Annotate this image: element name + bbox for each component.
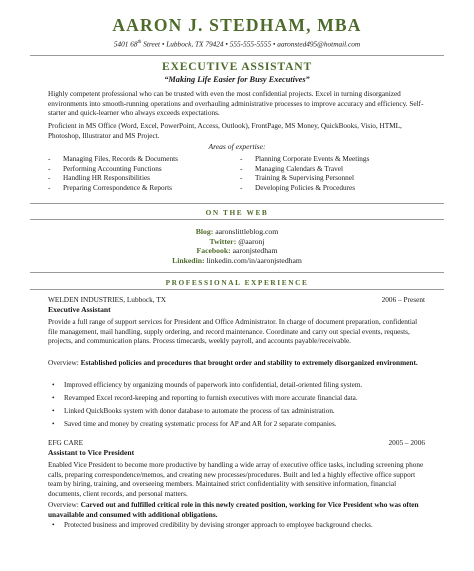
contact-address-start: 5401 68 — [113, 39, 138, 49]
job-achievements — [50, 521, 428, 534]
achievement-item: • Protected business and improved credibility by devising stronger approach to employee background checks. — [50, 521, 428, 531]
web-link-blog — [0, 227, 474, 237]
achievement-item: • Revamped Excel record-keeping and reporting to furnish executives with more accurate financial data. — [50, 394, 428, 404]
job-dates: 2006 – Present — [381, 295, 425, 304]
web-links — [0, 227, 474, 265]
web-link-linkedin — [0, 256, 474, 266]
areas-of-expertise-label: Areas of expertise: — [208, 142, 266, 151]
job-description: Enabled Vice President to become more productive by handling a wide array of executive office tasks, including screening phone calls, preparing correspondence/memos, and creating new processes/procedures. Built and led a highly effective office support team by hiring, training, and overseeing members. Maintained strict confidentiality with sensitive information, financial documents, client records, and personal matters. — [48, 461, 424, 499]
web-link-facebook — [0, 246, 474, 256]
skill-item: - Performing Accounting Functions — [48, 165, 178, 175]
achievement-item: • Linked QuickBooks system with donor database to automate the process of tax administration. — [50, 407, 428, 417]
skill-item: - Managing Files, Records & Documents — [48, 155, 178, 165]
experience-section-rule-top — [30, 272, 444, 273]
overview-label: Overview: — [48, 500, 79, 509]
web-link-twitter — [0, 237, 474, 247]
job-company: EFG CARE — [48, 438, 84, 447]
skill-item: - Preparing Correspondence & Reports — [48, 184, 178, 194]
job-title: Assistant to Vice President — [48, 448, 135, 457]
skills-list-right — [240, 155, 369, 193]
job-overview — [48, 358, 428, 368]
header-divider — [30, 55, 444, 56]
achievement-item: • Saved time and money by creating systematic process for AP and AR for 2 separate companies. — [50, 420, 428, 430]
job-achievements — [50, 381, 428, 433]
tagline: “Making Life Easier for Busy Executives” — [164, 75, 310, 84]
job-overview — [48, 500, 428, 519]
candidate-name: AARON J. STEDHAM, MBA — [112, 15, 362, 35]
web-link-label: Facebook: — [196, 246, 231, 256]
job-title: Executive Assistant — [48, 305, 111, 314]
proficiencies-paragraph: Proficient in MS Office (Word, Excel, PowerPoint, Access, Outlook), FrontPage, MS Money, QuickBooks, Visio, HTML, Photoshop, Illustrator and MS Project. — [48, 122, 402, 140]
contact-details: Street • Lubbock, TX 79424 • 555-555-5555 • aaronsted495@hotmail.com — [141, 39, 361, 49]
overview-text: Established policies and procedures that brought order and stability to extremely disorganized environment. — [80, 358, 418, 367]
job-company: WELDEN INDUSTRIES, Lubbock, TX — [48, 295, 167, 304]
web-link-value: @aaronj — [238, 236, 265, 246]
web-link-label: Twitter: — [209, 236, 237, 246]
achievement-item: • Improved efficiency by organizing mounds of paperwork into confidential, detail-oriented filing system. — [50, 381, 428, 391]
web-section-rule-top — [30, 203, 444, 204]
web-section-heading: ON THE WEB — [205, 208, 269, 217]
web-link-value: linkedin.com/in/aaronjstedham — [206, 255, 302, 265]
job-description: Provide a full range of support services for President and Office Administrator. In charge of document preparation, confidential file management, mail handling, supply ordering, and record maintenance. Coordinate and carry out special events, requests, projects, and communication plans. Process timecards, weekly payroll, and accounts payable/receivable. — [48, 318, 418, 346]
resume-title: EXECUTIVE ASSISTANT — [162, 60, 312, 73]
contact-address-suffix: th — [137, 40, 142, 45]
skill-item: - Training & Supervising Personnel — [240, 174, 369, 184]
job-dates: 2005 – 2006 — [388, 438, 425, 447]
experience-section-heading: PROFESSIONAL EXPERIENCE — [165, 278, 309, 287]
experience-section-rule-bottom — [30, 289, 444, 290]
skill-item: - Developing Policies & Procedures — [240, 184, 369, 194]
overview-text: Carved out and fulfilled critical role in this newly created position, working for Vice President who was often unavailable and consumed with additional obligations. — [48, 500, 419, 519]
web-link-label: Linkedin: — [172, 255, 205, 265]
summary-paragraph: Highly competent professional who can be trusted with even the most confidential projects. Excel in turning disorganized environments into smooth-running operations and overhauling administrative processes to improve accuracy and efficiency. Self-starter and quick-learner who always exceeds expectations. — [48, 90, 424, 118]
skill-item: - Planning Corporate Events & Meetings — [240, 155, 369, 165]
web-link-label: Blog: — [195, 227, 214, 236]
skills-list-left — [48, 155, 178, 193]
overview-label: Overview: — [48, 358, 79, 367]
web-section-rule-bottom — [30, 219, 444, 220]
contact-line — [0, 37, 474, 50]
web-link-value: aaronjstedham — [232, 246, 278, 256]
web-link-value: aaronslittleblog.com — [215, 227, 279, 236]
skill-item: - Managing Calendars & Travel — [240, 165, 369, 175]
skill-item: - Handling HR Responsibilities — [48, 174, 178, 184]
